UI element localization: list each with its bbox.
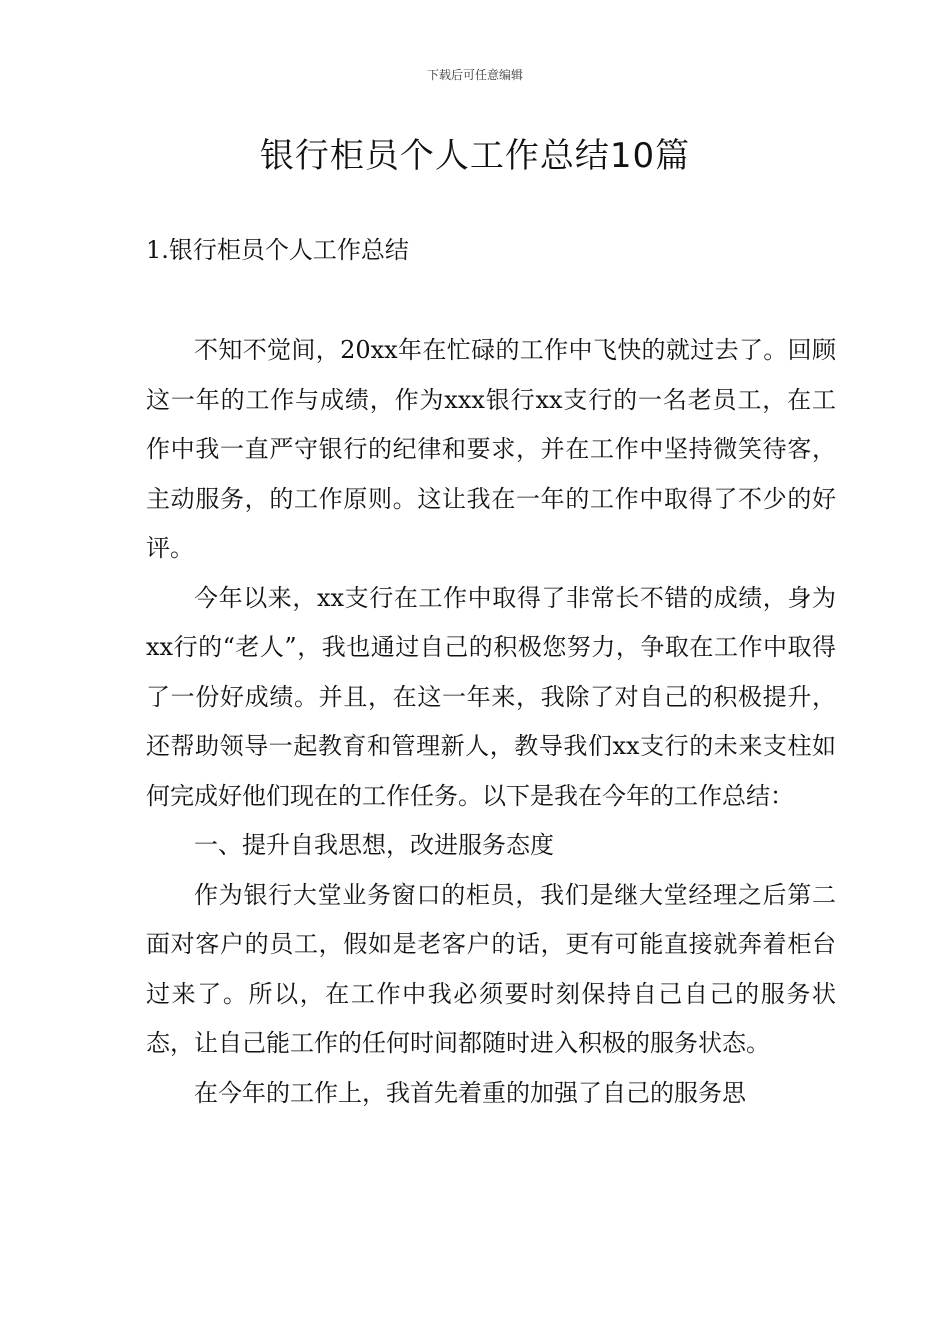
section-heading: 1.银行柜员个人工作总结	[146, 236, 409, 264]
header-note: 下载后可任意编辑	[426, 68, 523, 82]
paragraph-1: 不知不觉间，20xx年在忙碌的工作中飞快的就过去了。回顾这一年的工作与成绩，作为xxx银行xx支行的一名老员工，在工作中我一直严守银行的纪律和要求，并在工作中坚持微笑待客，主动服务，的工作原则。这让我在一年的工作中取得了不少的好评。	[146, 336, 836, 562]
document-body	[146, 326, 836, 1118]
document-title: 银行柜员个人工作总结10篇	[259, 136, 691, 176]
subheading-1: 一、提升自我思想，改进服务态度	[194, 831, 554, 859]
paragraph-2: 今年以来，xx支行在工作中取得了非常长不错的成绩，身为xx行的“老人”，我也通过自己的积极您努力，争取在工作中取得了一份好成绩。并且，在这一年来，我除了对自己的积极提升，还帮助领导一起教育和管理新人，教导我们xx支行的未来支柱如何完成好他们现在的工作任务。以下是我在今年的工作总结：	[146, 583, 836, 810]
paragraph-4: 在今年的工作上，我首先着重的加强了自己的服务思	[194, 1078, 746, 1107]
paragraph-3: 作为银行大堂业务窗口的柜员，我们是继大堂经理之后第二面对客户的员工，假如是老客户的话，更有可能直接就奔着柜台过来了。所以，在工作中我必须要时刻保持自己自己的服务状态，让自己能工作的任何时间都随时进入积极的服务状态。	[146, 880, 836, 1057]
